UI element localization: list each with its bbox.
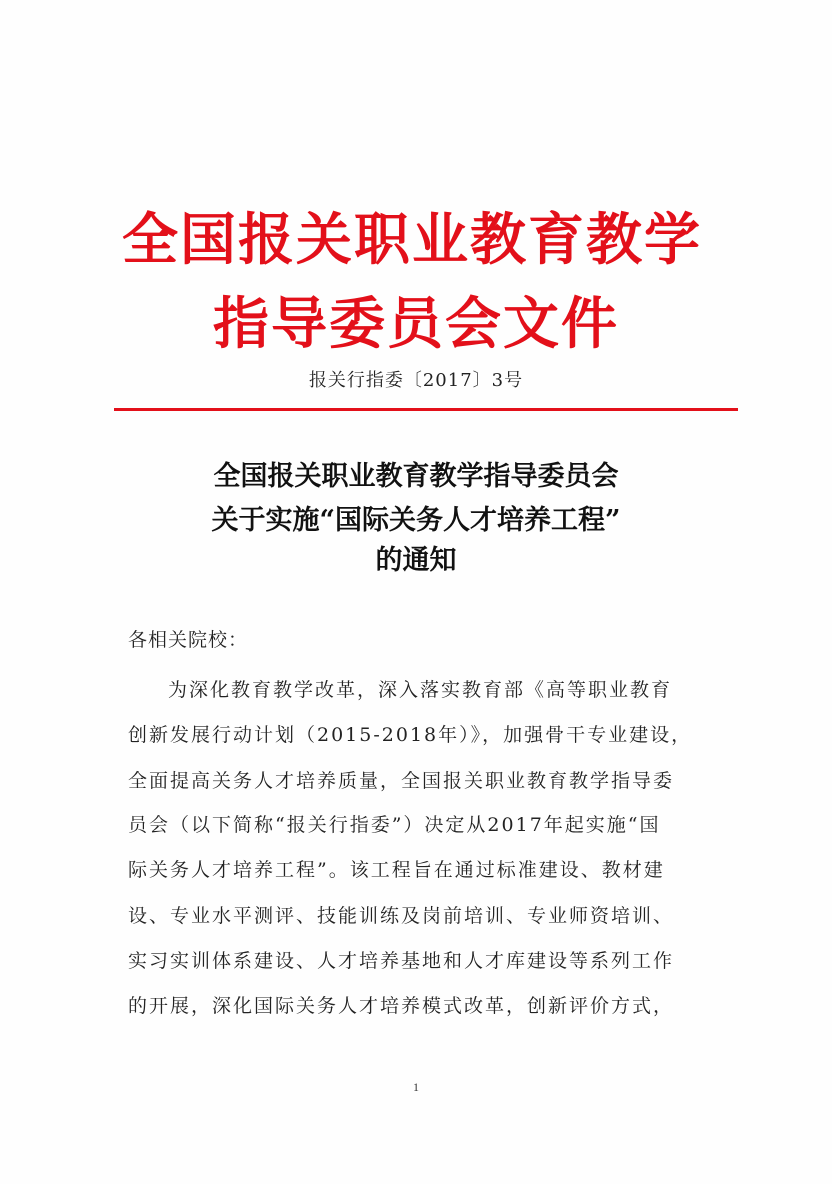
body-line: 的开展，深化国际关务人才培养模式改革，创新评价方式， xyxy=(128,995,675,1017)
document-number: 报关行指委〔2017〕3号 xyxy=(308,370,524,391)
body-line: 际关务人才培养工程”。该工程旨在通过标准建设、教材建 xyxy=(128,859,665,881)
body-line: 员会（以下简称“报关行指委”）决定从2017年起实施“国 xyxy=(128,814,661,836)
salutation: 各相关院校： xyxy=(128,629,249,651)
notice-title-line-2: 关于实施“国际关务人才培养工程” xyxy=(211,505,621,536)
notice-title-line-1: 全国报关职业教育教学指导委员会 xyxy=(213,461,619,492)
body-line: 创新发展行动计划（2015-2018年）》，加强骨干专业建设， xyxy=(128,724,693,746)
page-number: 1 xyxy=(413,1080,419,1094)
notice-title-line-3: 的通知 xyxy=(375,545,457,576)
red-divider-line xyxy=(114,408,738,411)
body-line: 实习实训体系建设、人才培养基地和人才库建设等系列工作 xyxy=(128,950,675,972)
header-title-line-2: 指导委员会文件 xyxy=(213,291,619,357)
body-line: 设、专业水平测评、技能训练及岗前培训、专业师资培训、 xyxy=(128,905,675,927)
body-line: 全面提高关务人才培养质量，全国报关职业教育教学指导委 xyxy=(128,770,675,792)
header-title-line-1: 全国报关职业教育教学 xyxy=(122,207,702,273)
body-line: 为深化教育教学改革，深入落实教育部《高等职业教育 xyxy=(168,679,673,701)
